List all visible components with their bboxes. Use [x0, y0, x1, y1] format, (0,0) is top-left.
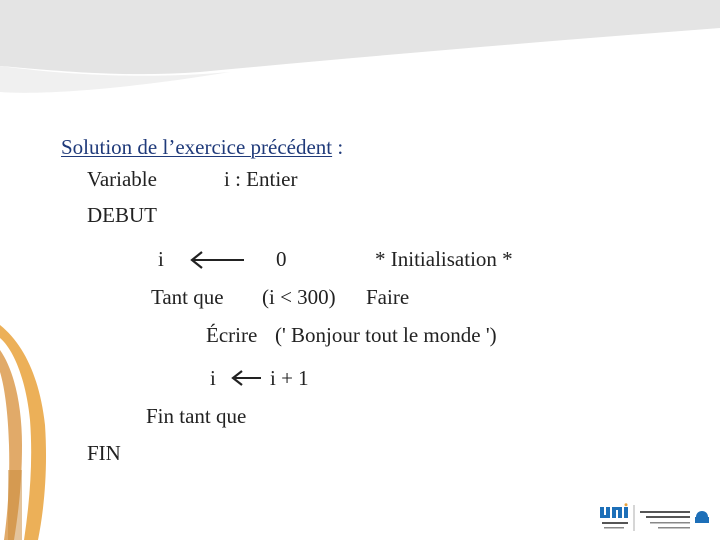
end-while-keyword: Fin tant que [146, 404, 247, 428]
while-do-keyword: Faire [366, 285, 410, 309]
top-grey-swoosh [0, 0, 720, 74]
fin-keyword: FIN [87, 441, 121, 465]
heading-colon: : [337, 135, 344, 159]
increment-expression: i + 1 [270, 366, 309, 390]
heading-title: Solution de l’exercice précédent [61, 135, 333, 159]
init-value: 0 [276, 247, 287, 271]
while-condition: (i < 300) [262, 285, 336, 309]
left-golden-arc [0, 325, 46, 540]
variable-declaration: i : Entier [224, 167, 298, 191]
university-logo [598, 503, 714, 533]
increment-variable: i [210, 366, 216, 390]
left-arrow-icon [229, 369, 263, 387]
umi-logo-mark [600, 503, 628, 518]
long-left-arrow-icon [188, 251, 246, 269]
init-comment: * Initialisation * [375, 247, 513, 271]
debut-keyword: DEBUT [87, 203, 157, 227]
while-keyword: Tant que [151, 285, 224, 309]
slide-heading [61, 137, 343, 158]
variable-label: Variable [87, 167, 157, 191]
faculty-logo [640, 511, 709, 529]
write-argument: (' Bonjour tout le monde ') [275, 323, 497, 347]
left-pillar-base [8, 470, 22, 540]
init-variable: i [158, 247, 164, 271]
arabic-logo-text [602, 522, 628, 529]
write-keyword: Écrire [206, 323, 258, 347]
